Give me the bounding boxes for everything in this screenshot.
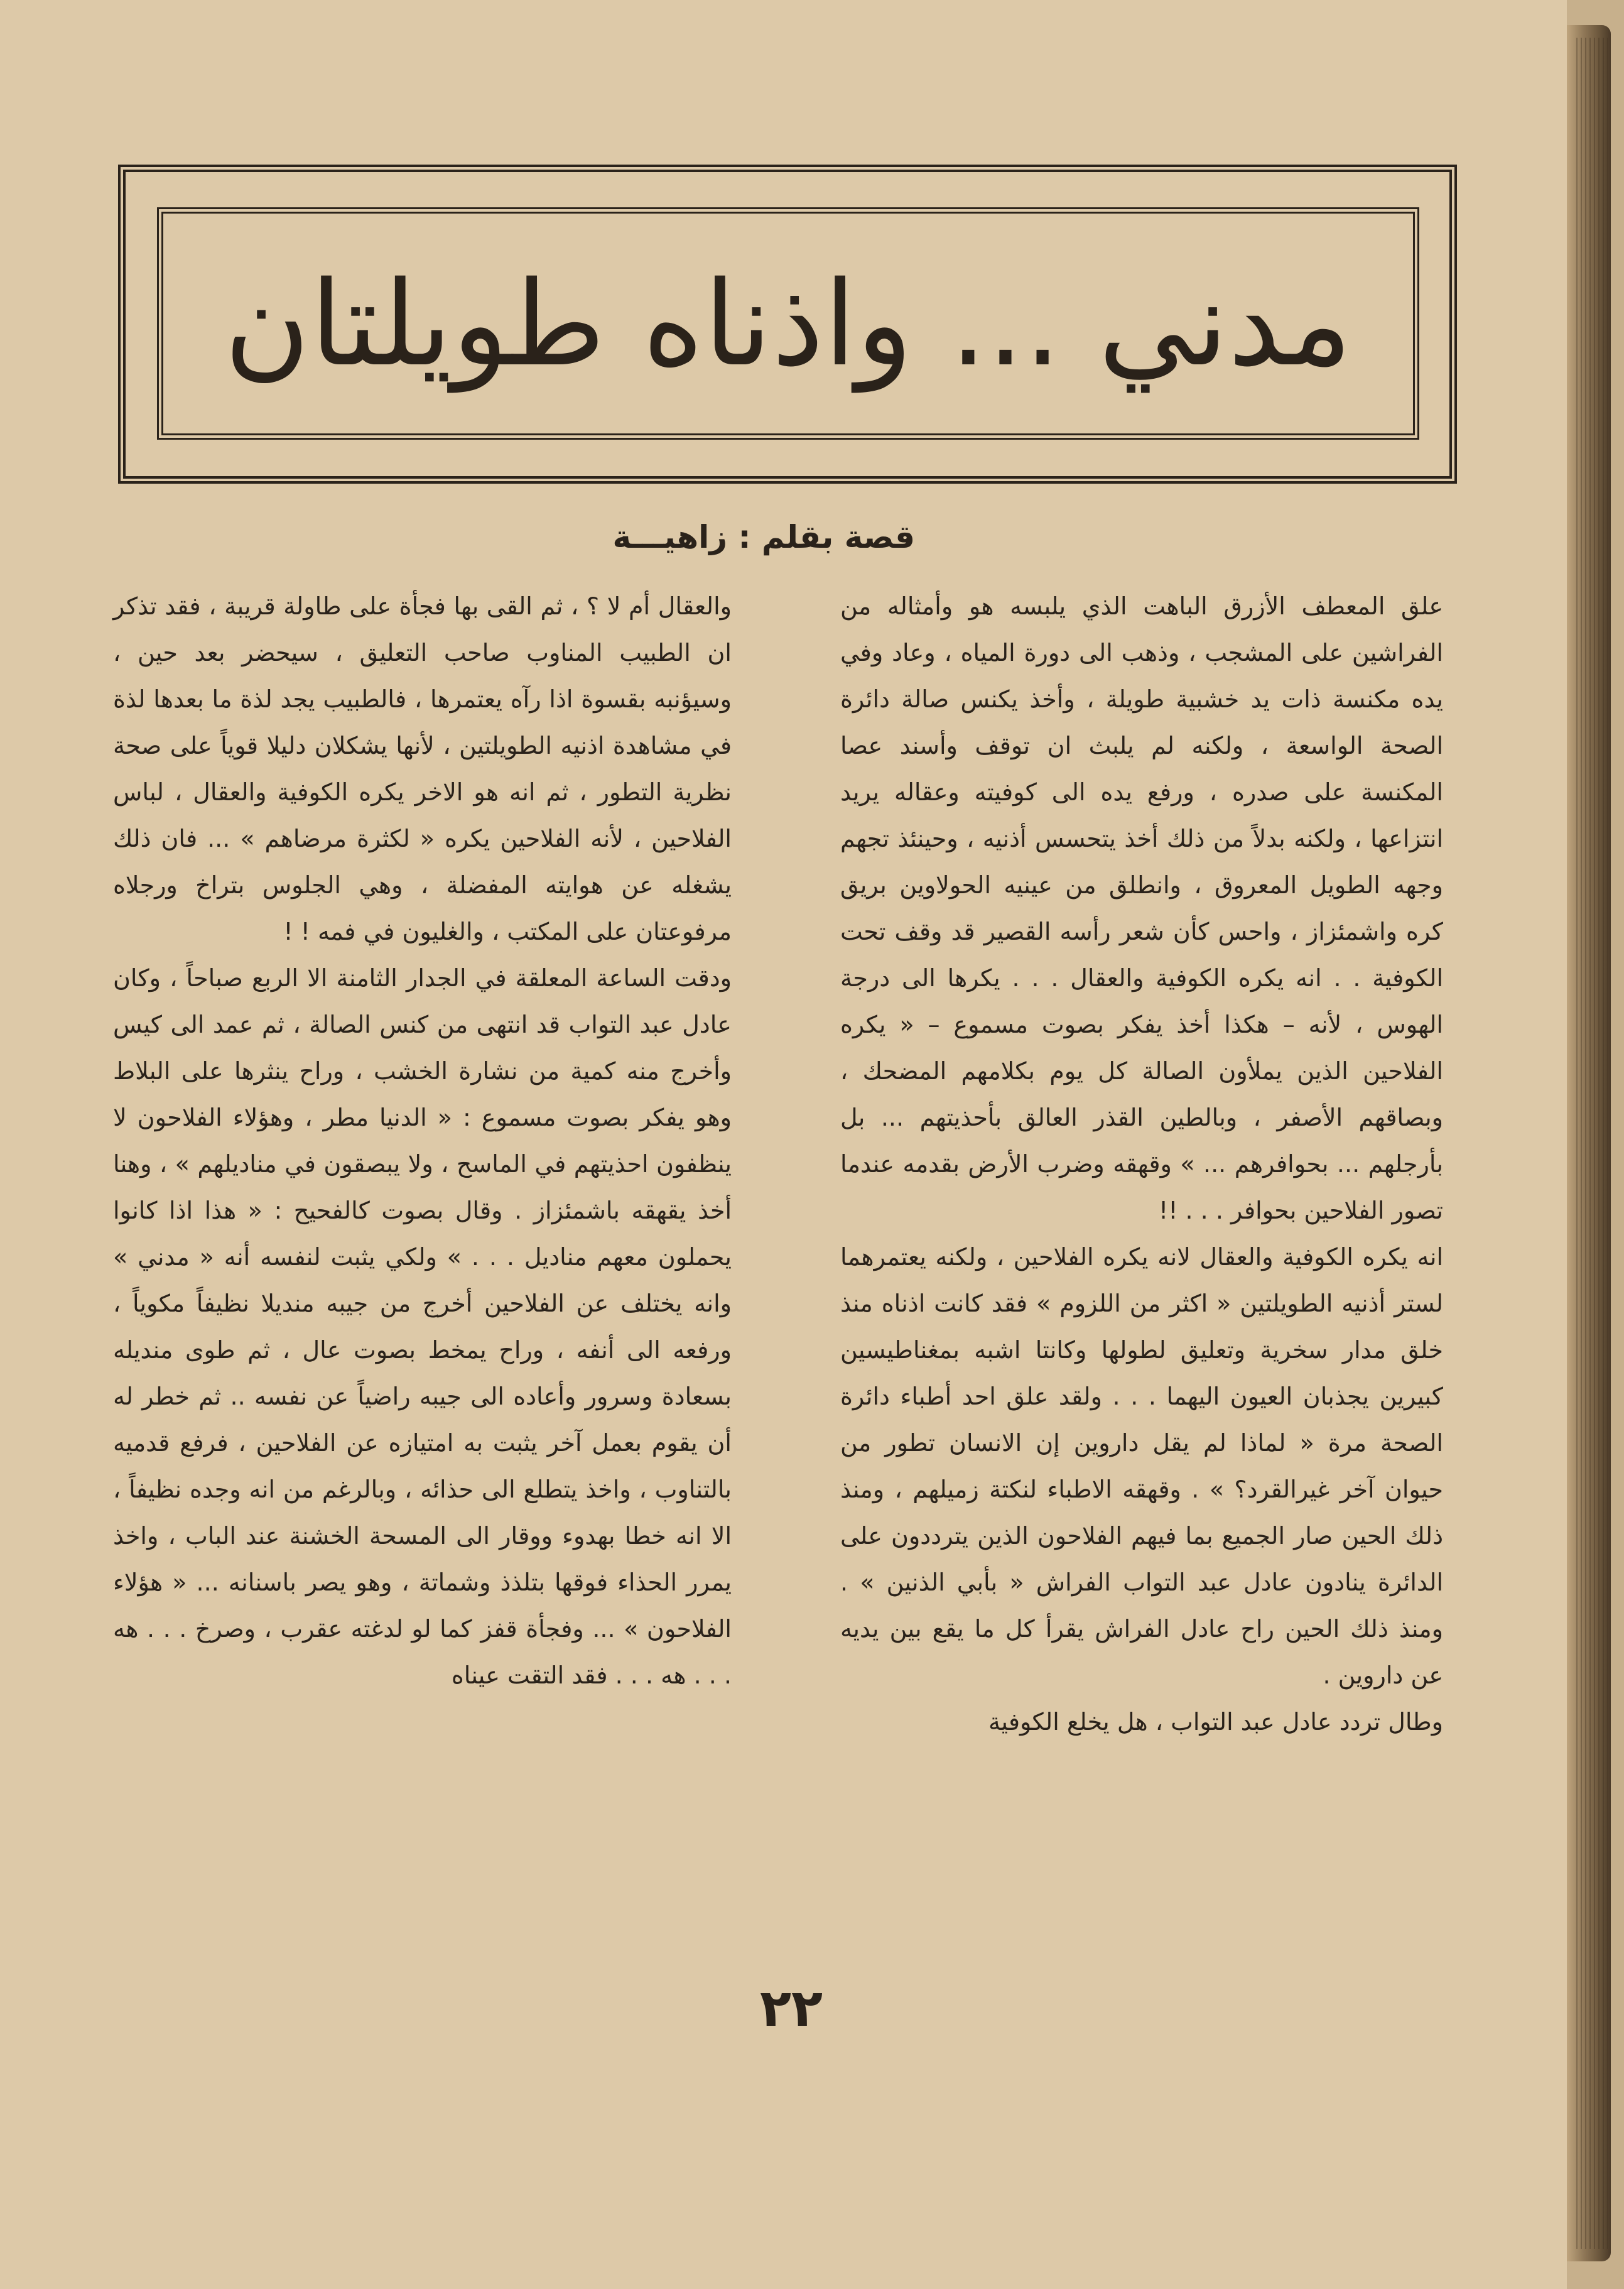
text-column-right [840,583,1443,1745]
author-byline: قصة بقلم : زاهيـــة [612,519,915,555]
story-title: مدني ... واذناه طويلتان [224,255,1352,392]
page-stack-lines [1576,38,1608,2249]
paragraph: والعقال أم لا ؟ ، ثم القى بها فجأة على طاولة قريبة ، فقد تذكر ان الطبيب المناوب صاحب التعليق ، سيحضر بعد حين ، وسيؤنبه بقسوة اذا رآه يعتمرها ، فالطبيب يجد لذة ما بعدها لذة في مشاهدة اذنيه الطويلتين ، لأنها يشكلان دليلا قوياً على صحة نظرية التطور ، ثم انه هو الاخر يكره الكوفية والعقال ، لباس الفلاحين ، لأنه الفلاحين يكره « لكثرة مرضاهم » ... فان ذلك يشغله عن هوايته المفضلة ، وهي الجلوس بتراخ ورجلاه مرفوعتان على المكتب ، والغليون في فمه ! ! [113,592,732,945]
title-inner-frame [157,207,1419,440]
paragraph: انه يكره الكوفية والعقال لانه يكره الفلاحين ، ولكنه يعتمرهما لستر أذنيه الطويلتين « اكثر من اللزوم » فقد كانت اذناه منذ خلق مدار سخرية وتعليق لطولها وكانتا اشبه بمغناطيسين كبيرين يجذبان العيون اليهما . . . ولقد علق احد أطباء دائرة الصحة مرة « لماذا لم يقل داروين إن الانسان تطور من حيوان آخر غيرالقرد؟ » . وقهقه الاطباء لنكتة زميلهم ، ومنذ ذلك الحين صار الجميع بما فيهم الفلاحون الذين يترددون على الدائرة ينادون عادل عبد التواب الفراش « بأبي الذنين » . ومنذ ذلك الحين راح عادل الفراش يقرأ كل ما يقع بين يديه عن داروين . [840,1243,1443,1689]
paragraph: وطال تردد عادل عبد التواب ، هل يخلع الكوفية [988,1708,1443,1736]
page-number: ٢٢ [759,1979,823,2038]
paragraph: ودقت الساعة المعلقة في الجدار الثامنة الا الربع صباحاً ، وكان عادل عبد التواب قد انتهى من كنس الصالة ، ثم عمد الى كيس وأخرج منه كمية من نشارة الخشب ، وراح ينثرها على البلاط وهو يفكر بصوت مسموع : « الدنيا مطر ، وهؤلاء الفلاحون لا ينظفون احذيتهم في الماسح ، ولا يبصقون في مناديلهم » ، وهنا أخذ يقهقه باشمئزاز . وقال بصوت كالفحيح : « هذا اذا كانوا يحملون معهم مناديل . . . » ولكي يثبت لنفسه أنه « مدني » وانه يختلف عن الفلاحين أخرج من جيبه منديلا نظيفاً مكوياً ، ورفعه الى أنفه ، وراح يمخط بصوت عال ، ثم طوى منديله بسعادة وسرور وأعاده الى جيبه راضياً عن نفسه .. ثم خطر له أن يقوم بعمل آخر يثبت به امتيازه عن الفلاحين ، فرفع قدميه بالتناوب ، واخذ يتطلع الى حذائه ، وبالرغم من انه وجده نظيفاً ، الا انه خطا بهدوء ووقار الى المسحة الخشنة عند الباب ، واخذ يمرر الحذاء فوقها بتلذذ وشماتة ، وهو يصر باسنانه ... « هؤلاء الفلاحون » ... وفجأة قفز كما لو لدغته عقرب ، وصرخ . . . هه . . . هه . . . فقد التقت عيناه [113,964,732,1689]
paragraph: علق المعطف الأزرق الباهت الذي يلبسه هو وأمثاله من الفراشين على المشجب ، وذهب الى دورة المياه ، وعاد وفي يده مكنسة ذات يد خشبية طويلة ، وأخذ يكنس صالة دائرة الصحة الواسعة ، ولكنه لم يلبث ان توقف وأسند عصا المكنسة على صدره ، ورفع يده الى كوفيته وعقاله يريد انتزاعها ، ولكنه بدلاً من ذلك أخذ يتحسس أذنيه ، وحينئذ تجهم وجهه الطويل المعروق ، وانطلق من عينيه الحولاوين بريق كره واشمئزاز ، واحس كأن شعر رأسه القصير قد وقف تحت الكوفية . . انه يكره الكوفية والعقال . . . يكرها الى درجة الهوس ، لأنه – هكذا أخذ يفكر بصوت مسموع – « يكره الفلاحين الذين يملأون الصالة كل يوم بكلامهم المضحك ، وبصاقهم الأصفر ، وبالطين القذر العالق بأحذيتهم ... بل بأرجلهم ... بحوافرهم ... » وقهقه وضرب الأرض بقدمه عندما تصور الفلاحين بحوافر . . . !! [840,592,1443,1224]
text-column-left [113,583,732,1699]
